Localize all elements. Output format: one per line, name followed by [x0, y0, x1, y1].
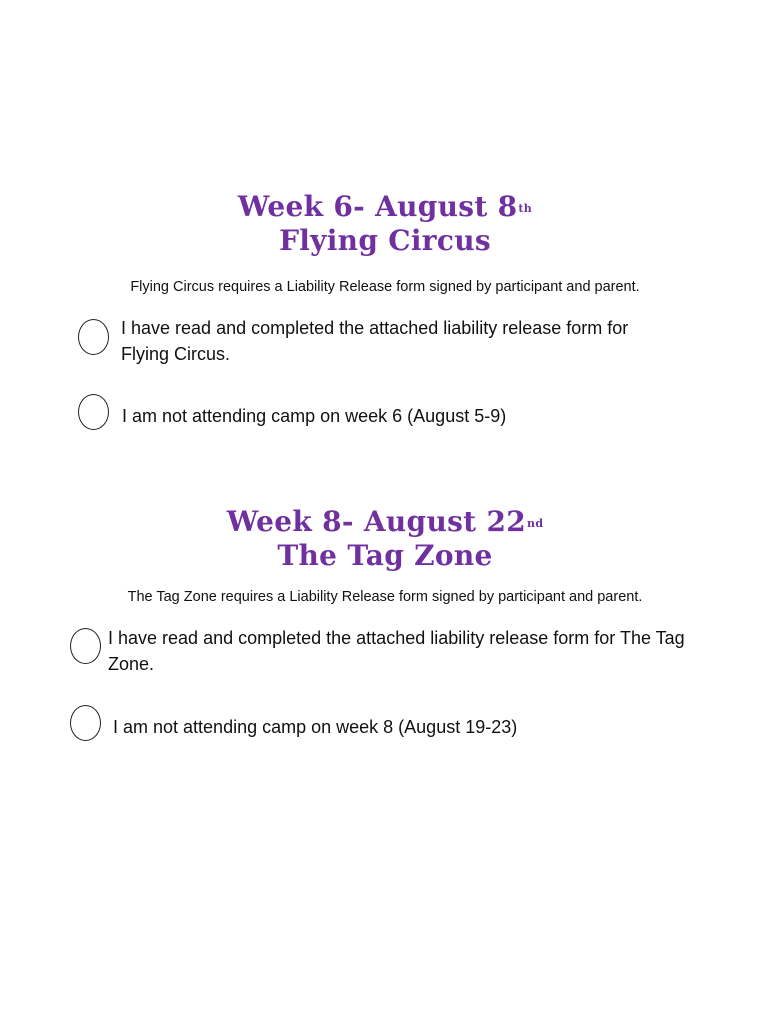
- week8-heading-line1: [0, 505, 770, 539]
- week6-heading-text: Week 6- August 8: [237, 190, 518, 223]
- week8-activity-title: The Tag Zone: [277, 539, 493, 572]
- week8-heading-superscript: nd: [527, 517, 544, 530]
- week6-activity-title: Flying Circus: [279, 224, 491, 257]
- week8-not-attending-radio[interactable]: [70, 705, 101, 741]
- week6-heading-superscript: th: [518, 202, 533, 215]
- week6-heading-line1: [0, 190, 770, 224]
- week6-not-attending-radio[interactable]: [78, 394, 109, 430]
- week6-not-attending-label: I am not attending camp on week 6 (August 5-9): [122, 406, 507, 426]
- week8-intro-text: The Tag Zone requires a Liability Release form signed by participant and parent.: [127, 589, 643, 605]
- week8-completed-label: I have read and completed the attached liability release form for The Tag Zone.: [108, 628, 685, 674]
- week6-completed-radio[interactable]: [78, 319, 109, 355]
- week6-completed-label: I have read and completed the attached liability release form for Flying Circus.: [121, 318, 629, 364]
- week6-intro-text: Flying Circus requires a Liability Release form signed by participant and parent.: [130, 279, 640, 295]
- week8-heading-text: Week 8- August 22: [226, 505, 527, 538]
- week8-completed-radio[interactable]: [70, 628, 101, 664]
- week8-not-attending-label: I am not attending camp on week 8 (August 19-23): [113, 717, 518, 737]
